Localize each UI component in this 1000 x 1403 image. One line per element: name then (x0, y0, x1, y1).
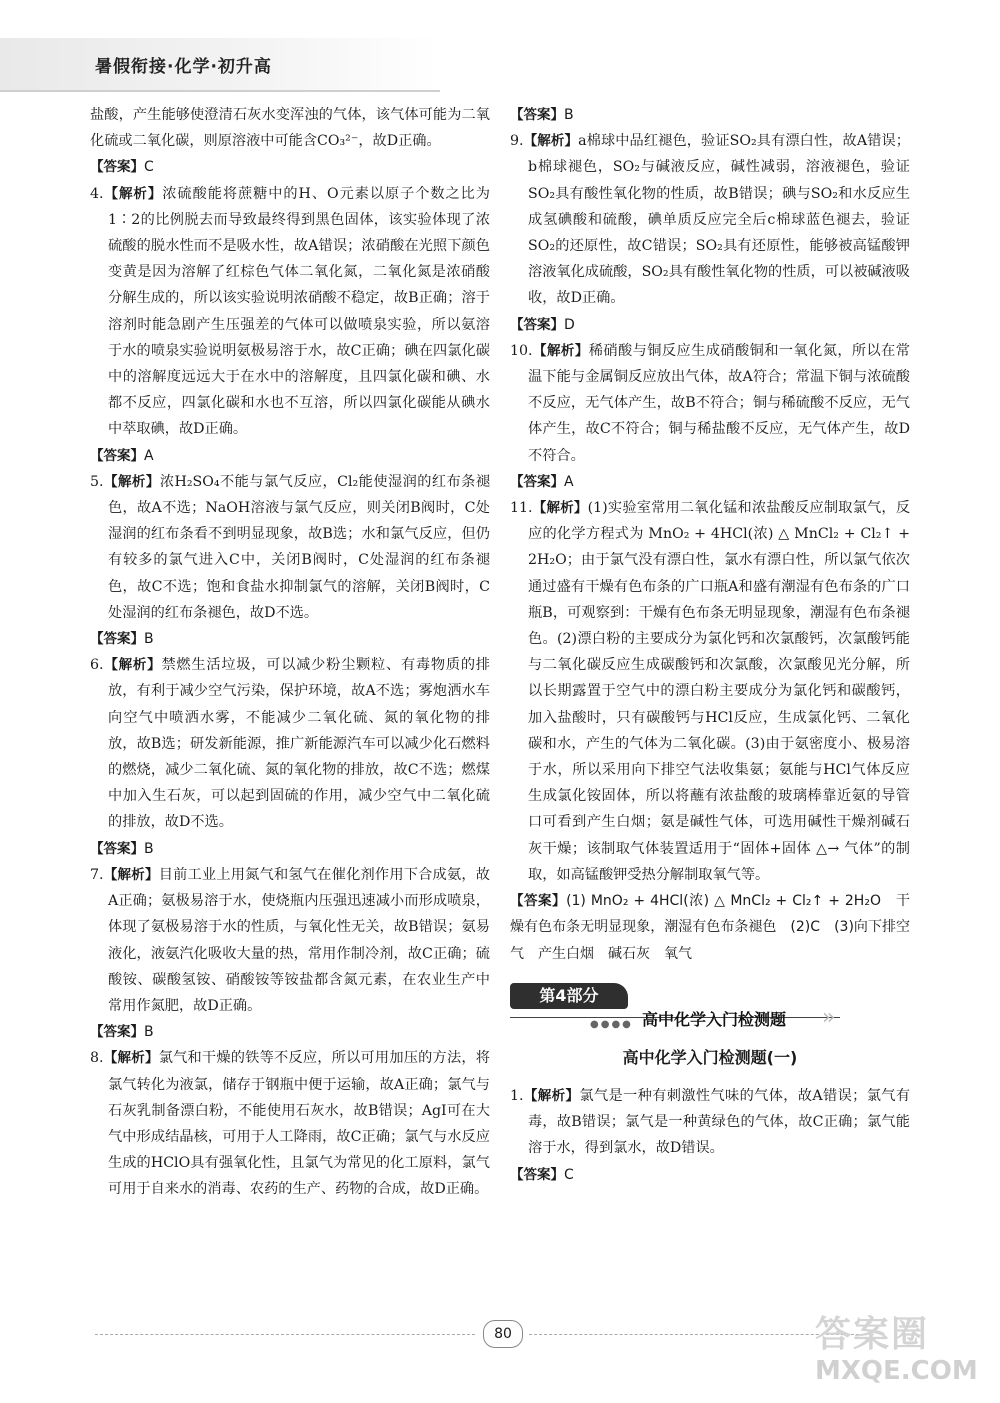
question-number: 4. (90, 185, 104, 202)
analysis-text: 氯气和干燥的铁等不反应，所以可用加压的方法，将氯气转化为液氯，储存于钢瓶中便于运输，故A正确；氯气与石灰乳制备漂白粉，不能使用石灰水，故B错误；AgI可在大气中形成结晶核，可用于人工降雨，故C正确；氯气与水反应生成的HClO具有强氧化性，且氯气为常见的化工原料，氯气可用于自来水的消毒、农药的生产、药物的合成，故D正确。 (108, 1050, 490, 1198)
analysis-label: 【解析】 (103, 185, 163, 202)
double-chevron-icon: » (822, 1004, 836, 1030)
analysis-label: 【解析】 (523, 1087, 580, 1104)
answer-line (90, 626, 490, 652)
answer-value: D (564, 316, 575, 333)
part-header (510, 977, 910, 1037)
answer-value: B (564, 107, 574, 123)
analysis-text: 禁燃生活垃圾，可以减少粉尘颗粒、有毒物质的排放，有利于减少空气污染，保护环境，故A不选；雾炮洒水车向空气中喷洒水雾，不能减少二氧化硫、氮的氧化物的排放，故B选；研发新能源，推广新能源汽车可以减少化石燃料的燃烧，减少二氧化硫、氮的氧化物的排放，故C不选；燃煤中加入生石灰，可以起到固硫的作用，减少空气中二氧化硫的排放，故D不选。 (108, 657, 490, 831)
question-number: 5. (90, 473, 104, 490)
answer-line (90, 1019, 490, 1045)
answer-line (510, 469, 910, 495)
answer-label: 【答案】 (90, 159, 144, 176)
left-column (90, 102, 490, 1203)
answer-value: B (144, 1024, 154, 1041)
question-number: 9. (510, 133, 524, 150)
analysis-label: 【解析】 (103, 473, 160, 490)
paragraph-text: 盐酸，产生能够使澄清石灰水变浑浊的气体，该气体可能为二氧化硫或二氧化碳，则原溶液中可能含CO₃²⁻，故D正确。 (90, 107, 490, 150)
answer-value: C (564, 1166, 574, 1183)
answer-value: C (144, 159, 154, 176)
analysis-text: (1)实验室常用二氧化锰和浓盐酸反应制取氯气，反应的化学方程式为 MnO₂ + 4HCl(浓) △ MnCl₂ + Cl₂↑ + 2H₂O；由于氯气没有漂白性，氯水有漂白性，所以氯气依次通过盛有干燥有色布条的广口瓶A和盛有潮湿有色布条的广口瓶B，可观察到：干燥有色布条无明显现象，潮湿有色布条褪色。(2)漂白粉的主要成分为氯化钙和次氯酸钙，次氯酸钙能与二氧化碳反应生成碳酸钙和次氯酸，次氯酸见光分解，所以长期露置于空气中的漂白粉主要成分为氯化钙和碳酸钙，加入盐酸时，只有碳酸钙与HCl反应，生成氯化钙、二氧化碳和水，产生的气体为二氧化碳。(3)由于氨密度小、极易溶于水，所以采用向下排空气法收集氨；氨能与HCl气体反应生成氯化铵固体，所以将蘸有浓盐酸的玻璃棒靠近氨的导管口可看到产生白烟；氨是碱性气体，可选用碱性干燥剂碱石灰干燥；该制取气体装置适用于“固体+固体 △→ 气体”的制取，如高锰酸钾受热分解制取氧气等。 (528, 500, 911, 883)
answer-label: 【答案】 (510, 1166, 564, 1183)
answer-label: 【答案】 (90, 840, 144, 857)
answer-value: A (564, 473, 574, 490)
question-analysis (510, 1083, 910, 1162)
analysis-label: 【解析】 (523, 133, 579, 150)
analysis-label: 【解析】 (103, 866, 159, 883)
answer-line (90, 836, 490, 862)
analysis-text: 氯气是一种有刺激性气味的气体，故A错误；氯气有毒，故B错误；氯气是一种黄绿色的气体，故C正确；氯气能溶于水，得到氯水，故D错误。 (528, 1087, 911, 1157)
analysis-text: 浓硫酸能将蔗糖中的H、O元素以原子个数之比为1∶2的比例脱去而导致最终得到黑色固体，该实验体现了浓硫酸的脱水性而不是吸水性，故A错误；浓硝酸在光照下颜色变黄是因为溶解了红棕色气体二氧化氮，二氧化氮是浓硝酸分解生成的，所以该实验说明浓硝酸不稳定，故B正确；溶于溶剂时能急剧产生压强差的气体可以做喷泉实验，所以氨溶于水的喷泉实验说明氨极易溶于水，故C正确；碘在四氯化碳中的溶解度远远大于在水中的溶解度，且四氯化碳和碘、水都不反应，四氯化碳和水也不互溶，所以四氯化碳能从碘水中萃取碘，故D正确。 (108, 185, 490, 438)
section-title: 高中化学入门检测题(一) (622, 1047, 798, 1067)
question-analysis (90, 469, 490, 626)
analysis-text: 目前工业上用氮气和氢气在催化剂作用下合成氨，故A正确；氨极易溶于水，使烧瓶内压强迅速减小而形成喷泉，体现了氨极易溶于水的性质，与氧化性无关，故B错误；氨易液化，液氨汽化吸收大量的热，常用作制冷剂，故C正确；硫酸铵、碳酸氢铵、硝酸铵等铵盐都含氮元素，在农业生产中常用作氮肥，故D正确。 (108, 866, 490, 1014)
answer-value: B (144, 840, 154, 857)
header-title: 暑假衔接·化学·初升高 (95, 57, 272, 77)
part-badge: 第4部分 (510, 983, 628, 1009)
analysis-label: 【解析】 (532, 500, 588, 517)
analysis-text: a棉球中品红褪色，验证SO₂具有漂白性，故A错误；b棉球褪色，SO₂与碱液反应，碱性减弱，溶液褪色，验证SO₂具有酸性氧化物的性质，故B错误；碘与SO₂和水反应生成氢碘酸和硫酸，碘单质反应完全后c棉球蓝色褪去，验证SO₂的还原性，故C错误；SO₂具有还原性，能够被高锰酸钾溶液氧化成硫酸，SO₂具有酸性氧化物的性质，可以被碱液吸收，故D正确。 (528, 133, 910, 307)
answer-value: A (144, 447, 154, 464)
watermark-top-text: 答案圈 (815, 1314, 930, 1355)
answer-value: (1) MnO₂ + 4HCl(浓) △ MnCl₂ + Cl₂↑ + 2H₂O 干燥有色布条无明显现象，潮湿有色布条褪色 (2)C (3)向下排空气 产生白烟 碱石灰 氧气 (510, 893, 910, 962)
answer-label: 【答案】 (510, 316, 564, 333)
answer-line (90, 443, 490, 469)
question-analysis (90, 862, 490, 1019)
part-title: 高中化学入门检测题 (642, 1009, 787, 1029)
answer-line (510, 888, 910, 967)
question-number: 7. (90, 866, 104, 883)
analysis-label: 【解析】 (532, 342, 589, 359)
answer-line (510, 102, 910, 128)
answer-label: 【答案】 (510, 893, 567, 910)
answer-line (90, 154, 490, 180)
answer-label: 【答案】 (90, 447, 144, 464)
watermark-bottom-text: MXQE.COM (815, 1356, 978, 1386)
dots-decoration-icon: ●●●● (590, 1018, 633, 1030)
question-analysis (510, 128, 910, 311)
question-number: 8. (90, 1050, 104, 1067)
analysis-label: 【解析】 (103, 1050, 159, 1067)
question-analysis (90, 181, 490, 443)
analysis-text: 浓H₂SO₄不能与氯气反应，Cl₂能使湿润的红布条褪色，故A不选；NaOH溶液与氯气反应，则关闭B阀时，C处湿润的红布条看不到明显现象，故B选；水和氯气反应，但仍有较多的氯气进入C中，关闭B阀时，C处湿润的红布条褪色，故C不选；饱和食盐水抑制氯气的溶解，关闭B阀时，C处湿润的红布条褪色，故D不选。 (108, 473, 491, 621)
right-column (510, 102, 910, 1188)
analysis-label: 【解析】 (103, 657, 162, 674)
footer-divider-right (529, 1334, 859, 1335)
question-number: 11. (510, 500, 533, 517)
question-number: 6. (90, 657, 104, 674)
question-analysis (510, 495, 910, 888)
question-analysis (90, 1045, 490, 1202)
answer-value: B (144, 631, 154, 648)
answer-line (510, 1162, 910, 1188)
answer-label: 【答案】 (510, 473, 564, 490)
question-analysis (510, 338, 910, 469)
answer-label: 【答案】 (90, 631, 144, 648)
page-footer (95, 1312, 905, 1352)
answer-label: 【答案】 (510, 107, 564, 123)
footer-divider-left (95, 1334, 475, 1335)
page-header (0, 38, 500, 98)
page-number: 80 (483, 1320, 523, 1348)
analysis-text: 稀硝酸与铜反应生成硝酸铜和一氧化氮，所以在常温下能与金属铜反应放出气体，故A符合；常温下铜与浓硫酸不反应，无气体产生，故B不符合；铜与稀硫酸不反应，无气体产生，故C不符合；铜与稀盐酸不反应，无气体产生，故D不符合。 (528, 342, 910, 464)
question-analysis (90, 652, 490, 835)
question-number: 10. (510, 342, 533, 359)
watermark-logo (815, 1315, 990, 1395)
question-number: 1. (510, 1087, 524, 1104)
continued-text (90, 102, 490, 154)
answer-line (510, 312, 910, 338)
answer-label: 【答案】 (90, 1024, 144, 1041)
